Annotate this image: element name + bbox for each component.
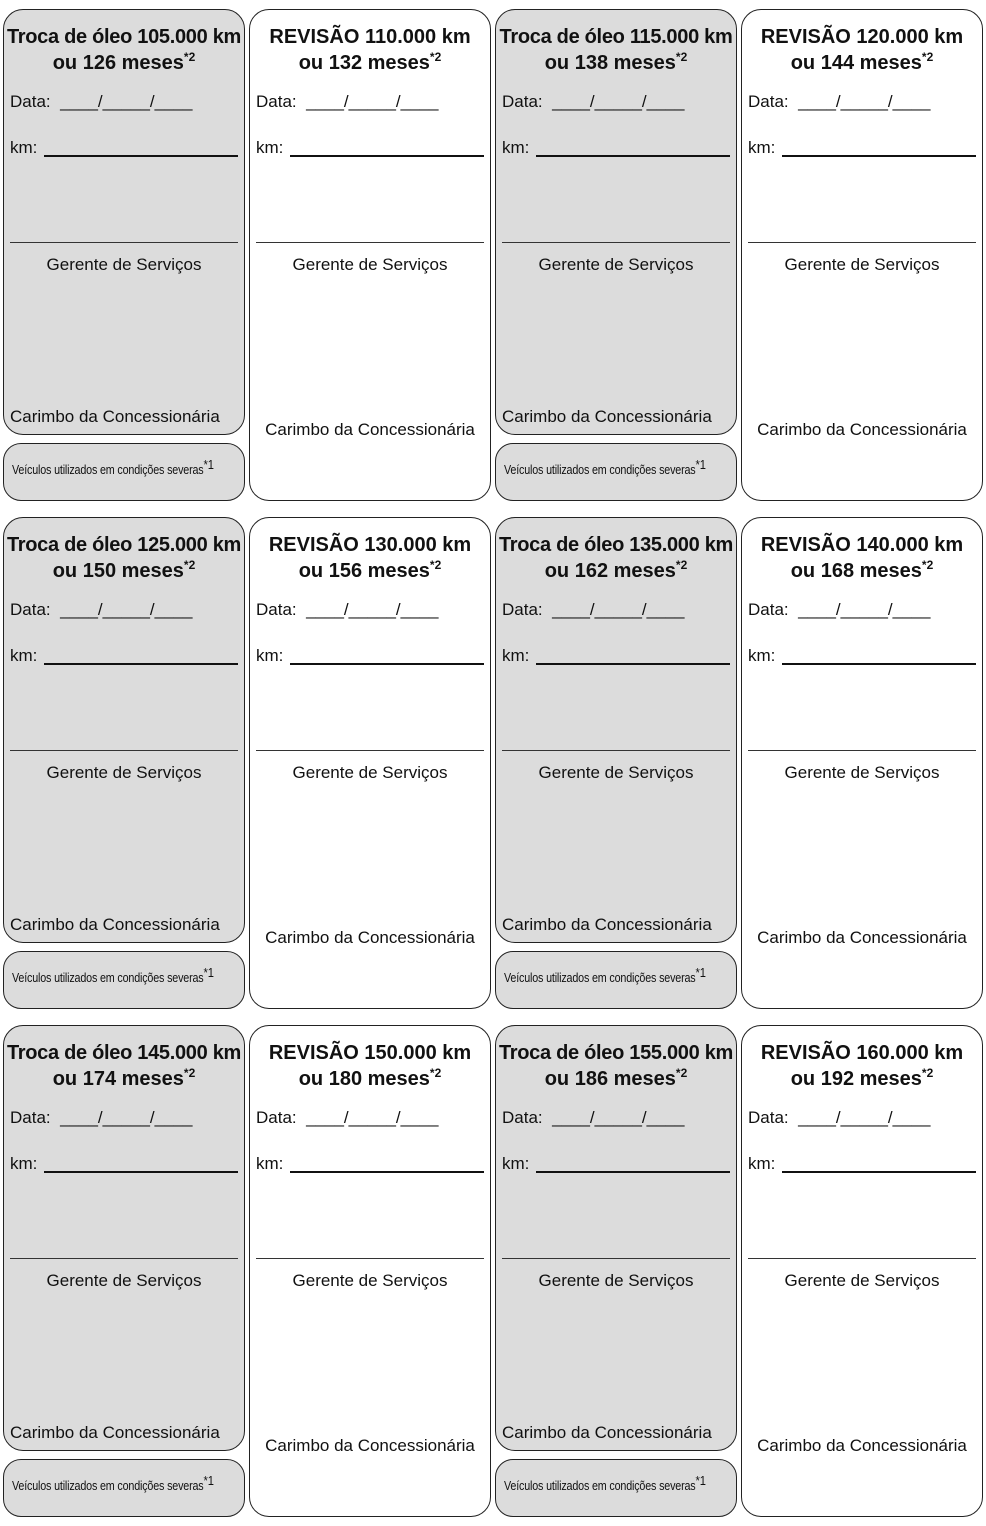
signature-line[interactable] (10, 242, 238, 243)
km-input-line[interactable] (290, 1171, 484, 1173)
footnote-mark: *2 (183, 50, 196, 64)
severe-text: Veículos utilizados em condições severas (12, 463, 204, 477)
footnote-mark: *2 (675, 558, 688, 572)
card-title (250, 532, 490, 584)
severe-conditions-box (3, 1459, 245, 1517)
card-title-months (250, 50, 490, 76)
severe-text: Veículos utilizados em condições severas (504, 971, 696, 985)
footnote-mark: *2 (921, 1066, 934, 1080)
date-field[interactable] (256, 1108, 438, 1128)
signature-line[interactable] (502, 1258, 730, 1259)
date-label: Data: (256, 92, 297, 111)
months-text: ou 138 meses (544, 52, 676, 74)
date-blank: ____/_____/____ (552, 600, 685, 619)
card-body (3, 9, 245, 435)
signature-line[interactable] (502, 750, 730, 751)
km-label: km: (748, 1154, 776, 1173)
km-label: km: (502, 646, 530, 665)
service-manager-label: Gerente de Serviços (784, 255, 940, 274)
card-title-months (496, 558, 736, 584)
months-text: ou 174 meses (52, 1068, 184, 1090)
months-text: ou 162 meses (544, 560, 676, 582)
date-label: Data: (256, 600, 297, 619)
date-label: Data: (748, 600, 789, 619)
card-title-km: Troca de óleo 155.000 km (498, 1042, 734, 1064)
date-blank: ____/_____/____ (552, 92, 685, 111)
signature-line[interactable] (256, 1258, 484, 1259)
date-field[interactable] (748, 92, 930, 112)
dealer-stamp-label: Carimbo da Concessionária (757, 1436, 967, 1455)
service-manager-label: Gerente de Serviços (538, 255, 694, 274)
months-text: ou 132 meses (298, 52, 430, 74)
footnote-mark: *2 (183, 1066, 196, 1080)
card-title-months (250, 558, 490, 584)
footnote-mark: *1 (695, 965, 706, 980)
km-label: km: (502, 138, 530, 157)
date-label: Data: (10, 600, 51, 619)
dealer-stamp-label: Carimbo da Concessionária (10, 1423, 220, 1442)
service-manager-label: Gerente de Serviços (292, 1271, 448, 1290)
months-text: ou 126 meses (52, 52, 184, 74)
card-title-km: REVISÃO 160.000 km (760, 1042, 964, 1064)
km-label: km: (748, 646, 776, 665)
date-blank: ____/_____/____ (60, 92, 193, 111)
months-text: ou 186 meses (544, 1068, 676, 1090)
km-input-line[interactable] (290, 155, 484, 157)
card-title (742, 532, 982, 584)
dealer-stamp-label: Carimbo da Concessionária (502, 915, 712, 934)
date-field[interactable] (256, 92, 438, 112)
card-body (741, 9, 983, 501)
km-label: km: (748, 138, 776, 157)
card-title (4, 1040, 244, 1092)
card-title (496, 532, 736, 584)
card-title-months (496, 50, 736, 76)
km-input-line[interactable] (782, 663, 976, 665)
km-label: km: (256, 1154, 284, 1173)
date-blank: ____/_____/____ (798, 92, 931, 111)
footnote-mark: *2 (921, 558, 934, 572)
card-body (249, 1025, 491, 1517)
service-manager-label: Gerente de Serviços (538, 763, 694, 782)
date-field[interactable] (256, 600, 438, 620)
card-body (495, 517, 737, 943)
service-manager-label: Gerente de Serviços (538, 1271, 694, 1290)
card-title (4, 24, 244, 76)
card-body (249, 9, 491, 501)
severe-conditions-box (3, 951, 245, 1009)
service-manager-label: Gerente de Serviços (46, 763, 202, 782)
card-title-months (742, 50, 982, 76)
km-field[interactable] (256, 1154, 283, 1174)
km-field[interactable] (748, 1154, 775, 1174)
card-title-km: REVISÃO 110.000 km (269, 26, 471, 48)
date-blank: ____/_____/____ (60, 1108, 193, 1127)
signature-line[interactable] (502, 242, 730, 243)
km-field[interactable] (10, 138, 37, 158)
card-body (741, 517, 983, 1009)
months-text: ou 180 meses (298, 1068, 430, 1090)
card-title-km: REVISÃO 120.000 km (760, 26, 964, 48)
severe-text: Veículos utilizados em condições severas (12, 971, 204, 985)
months-text: ou 144 meses (790, 52, 922, 74)
date-label: Data: (502, 600, 543, 619)
signature-line[interactable] (256, 242, 484, 243)
km-input-line[interactable] (782, 1171, 976, 1173)
date-blank: ____/_____/____ (306, 92, 439, 111)
card-title-km: Troca de óleo 115.000 km (499, 26, 733, 48)
dealer-stamp-label: Carimbo da Concessionária (757, 420, 967, 439)
date-label: Data: (748, 1108, 789, 1127)
footnote-mark: *2 (429, 1066, 442, 1080)
dealer-stamp-label: Carimbo da Concessionária (502, 1423, 712, 1442)
card-title-months (4, 50, 244, 76)
date-field[interactable] (10, 600, 192, 620)
card-title-km: REVISÃO 150.000 km (268, 1042, 472, 1064)
months-text: ou 168 meses (790, 560, 922, 582)
km-label: km: (10, 138, 38, 157)
km-field[interactable] (748, 138, 775, 158)
signature-line[interactable] (748, 750, 976, 751)
km-input-line[interactable] (44, 155, 238, 157)
km-field[interactable] (10, 1154, 37, 1174)
date-field[interactable] (502, 92, 684, 112)
date-blank: ____/_____/____ (306, 1108, 439, 1127)
months-text: ou 192 meses (790, 1068, 922, 1090)
footnote-mark: *1 (203, 965, 214, 980)
severe-conditions-label (12, 965, 214, 985)
severe-conditions-box (495, 443, 737, 501)
date-label: Data: (10, 92, 51, 111)
card-body (249, 517, 491, 1009)
km-field[interactable] (256, 138, 283, 158)
months-text: ou 150 meses (52, 560, 184, 582)
footnote-mark: *2 (429, 558, 442, 572)
months-text: ou 156 meses (298, 560, 430, 582)
service-manager-label: Gerente de Serviços (292, 763, 448, 782)
date-blank: ____/_____/____ (798, 600, 931, 619)
date-blank: ____/_____/____ (60, 600, 193, 619)
km-label: km: (256, 138, 284, 157)
date-field[interactable] (748, 600, 930, 620)
footnote-mark: *1 (695, 457, 706, 472)
signature-line[interactable] (10, 1258, 238, 1259)
severe-text: Veículos utilizados em condições severas (504, 463, 696, 477)
date-field[interactable] (502, 600, 684, 620)
date-field[interactable] (10, 1108, 192, 1128)
signature-line[interactable] (10, 750, 238, 751)
km-field[interactable] (502, 1154, 529, 1174)
km-input-line[interactable] (44, 663, 238, 665)
dealer-stamp-label: Carimbo da Concessionária (265, 420, 475, 439)
footnote-mark: *2 (675, 50, 688, 64)
card-body (495, 1025, 737, 1451)
card-title-km: Troca de óleo 135.000 km (498, 534, 734, 556)
severe-conditions-label (12, 457, 214, 477)
card-title (742, 24, 982, 76)
card-title-km: Troca de óleo 145.000 km (6, 1042, 242, 1064)
date-field[interactable] (748, 1108, 930, 1128)
footnote-mark: *1 (695, 1473, 706, 1488)
severe-conditions-label (12, 1473, 214, 1493)
service-manager-label: Gerente de Serviços (46, 1271, 202, 1290)
footnote-mark: *2 (429, 50, 442, 64)
signature-line[interactable] (256, 750, 484, 751)
km-label: km: (256, 646, 284, 665)
km-field[interactable] (256, 646, 283, 666)
service-manager-label: Gerente de Serviços (292, 255, 448, 274)
date-blank: ____/_____/____ (552, 1108, 685, 1127)
date-blank: ____/_____/____ (798, 1108, 931, 1127)
km-field[interactable] (10, 646, 37, 666)
date-label: Data: (502, 1108, 543, 1127)
km-label: km: (10, 1154, 38, 1173)
card-title-km: REVISÃO 130.000 km (268, 534, 472, 556)
severe-conditions-box (495, 1459, 737, 1517)
dealer-stamp-label: Carimbo da Concessionária (265, 928, 475, 947)
card-body (495, 9, 737, 435)
card-title (4, 532, 244, 584)
km-input-line[interactable] (536, 663, 730, 665)
footnote-mark: *2 (921, 50, 934, 64)
card-title (742, 1040, 982, 1092)
km-field[interactable] (748, 646, 775, 666)
card-title-months (742, 1066, 982, 1092)
km-field[interactable] (502, 646, 529, 666)
card-title-months (4, 558, 244, 584)
card-title-months (250, 1066, 490, 1092)
severe-conditions-label (504, 965, 706, 985)
signature-line[interactable] (748, 1258, 976, 1259)
card-title-km: Troca de óleo 125.000 km (6, 534, 242, 556)
card-title-km: REVISÃO 140.000 km (760, 534, 964, 556)
card-title (250, 1040, 490, 1092)
severe-conditions-box (3, 443, 245, 501)
date-label: Data: (748, 92, 789, 111)
date-label: Data: (256, 1108, 297, 1127)
km-input-line[interactable] (782, 155, 976, 157)
severe-conditions-label (504, 457, 706, 477)
card-title-months (496, 1066, 736, 1092)
km-input-line[interactable] (536, 155, 730, 157)
severe-conditions-label (504, 1473, 706, 1493)
date-blank: ____/_____/____ (306, 600, 439, 619)
km-input-line[interactable] (44, 1171, 238, 1173)
card-title-months (4, 1066, 244, 1092)
service-manager-label: Gerente de Serviços (46, 255, 202, 274)
dealer-stamp-label: Carimbo da Concessionária (265, 1436, 475, 1455)
date-label: Data: (10, 1108, 51, 1127)
date-label: Data: (502, 92, 543, 111)
km-input-line[interactable] (290, 663, 484, 665)
footnote-mark: *1 (203, 1473, 214, 1488)
service-manager-label: Gerente de Serviços (784, 1271, 940, 1290)
footnote-mark: *1 (203, 457, 214, 472)
severe-text: Veículos utilizados em condições severas (12, 1479, 204, 1493)
signature-line[interactable] (748, 242, 976, 243)
severe-conditions-box (495, 951, 737, 1009)
severe-text: Veículos utilizados em condições severas (504, 1479, 696, 1493)
dealer-stamp-label: Carimbo da Concessionária (757, 928, 967, 947)
km-label: km: (10, 646, 38, 665)
km-input-line[interactable] (536, 1171, 730, 1173)
card-body (741, 1025, 983, 1517)
card-body (3, 517, 245, 943)
card-title-km: Troca de óleo 105.000 km (6, 26, 242, 48)
service-manager-label: Gerente de Serviços (784, 763, 940, 782)
date-field[interactable] (502, 1108, 684, 1128)
card-title (250, 24, 490, 76)
card-body (3, 1025, 245, 1451)
km-label: km: (502, 1154, 530, 1173)
card-title (496, 1040, 736, 1092)
date-field[interactable] (10, 92, 192, 112)
dealer-stamp-label: Carimbo da Concessionária (502, 407, 712, 426)
dealer-stamp-label: Carimbo da Concessionária (10, 915, 220, 934)
footnote-mark: *2 (675, 1066, 688, 1080)
km-field[interactable] (502, 138, 529, 158)
footnote-mark: *2 (183, 558, 196, 572)
card-title-months (742, 558, 982, 584)
dealer-stamp-label: Carimbo da Concessionária (10, 407, 220, 426)
card-title (496, 24, 736, 76)
